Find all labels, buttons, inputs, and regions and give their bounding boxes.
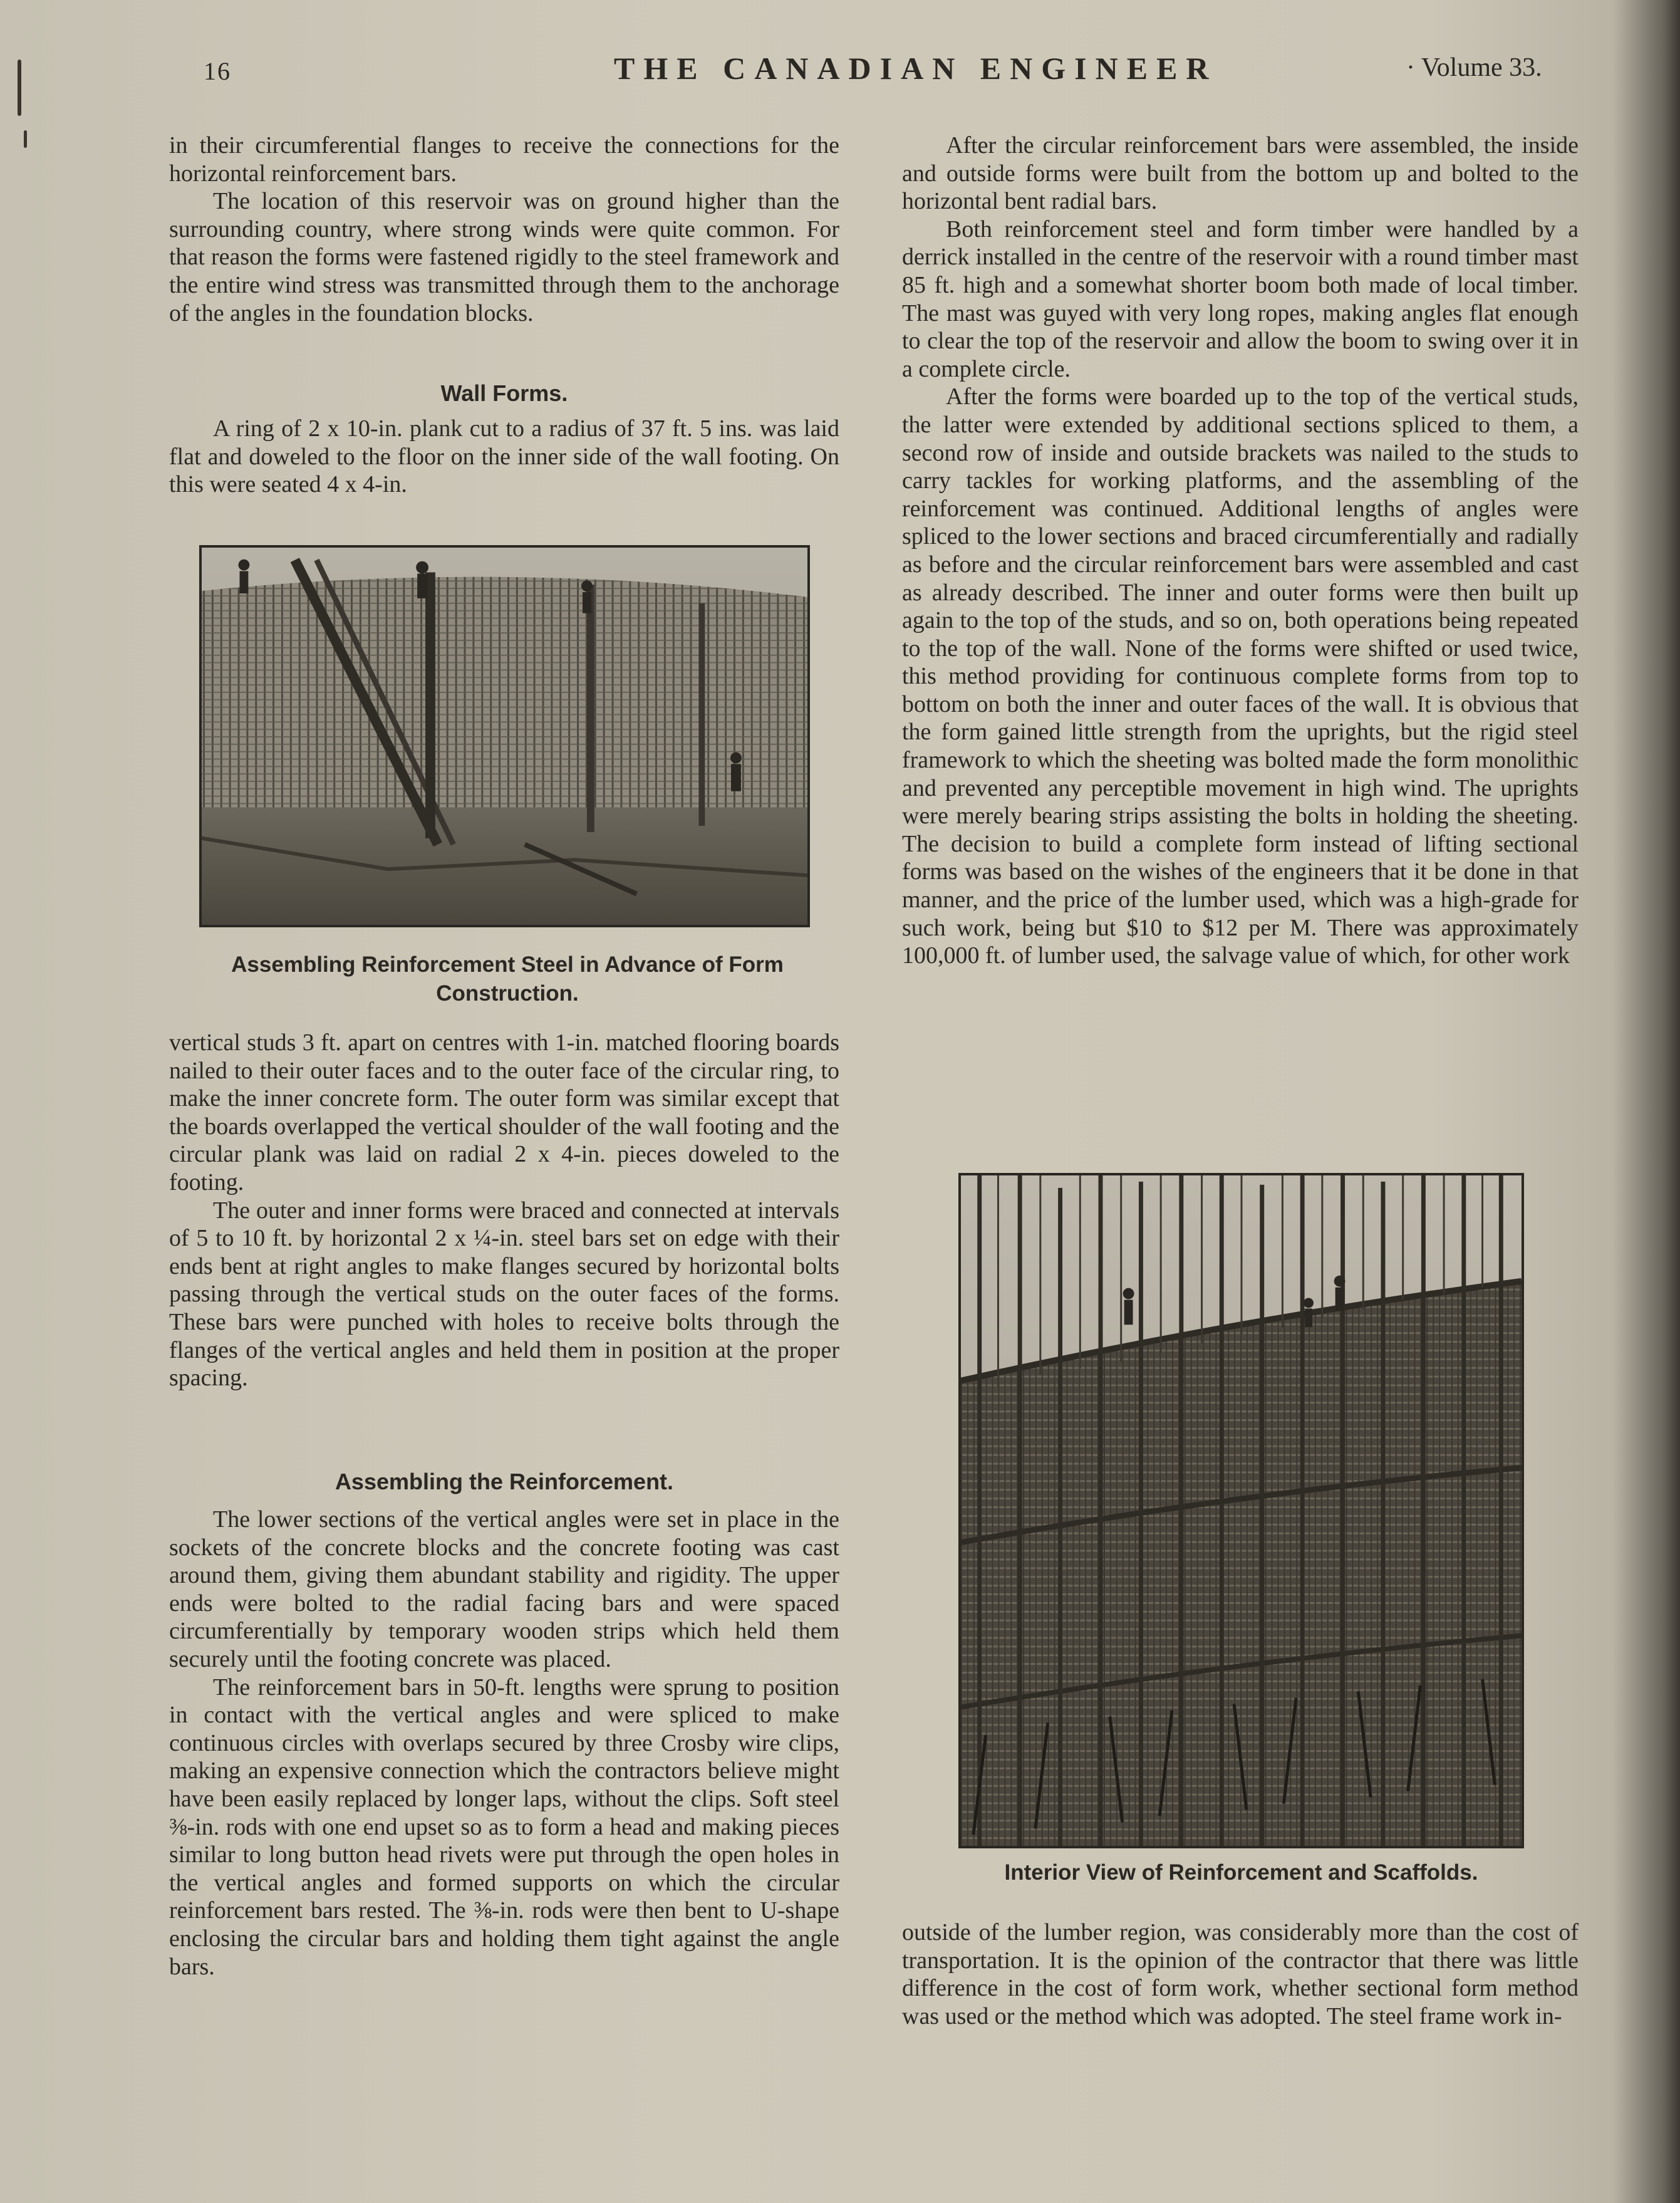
volume-label: · Volume 33. [1406,53,1542,82]
left-column-block-3 [169,1029,839,1392]
section-heading-wall-forms: Wall Forms. [440,380,568,406]
left-column-block-4 [169,1506,839,1981]
right-column-block-1 [902,132,1579,970]
paragraph: The outer and inner forms were braced and connected at intervals of 5 to 10 ft. by horizontal 2 x ¼-in. steel bars set on edge with their ends bent at right angles to make flanges secured by horizontal bolts passing through the vertical studs on the outer faces of the forms. These bars were punched with holes to receive bolts through the flanges of the vertical angles and held them in position at the proper spacing. [169,1197,839,1392]
paragraph: After the forms were boarded up to the top of the vertical studs, the latter were extended by additional sections spliced to them, a second row of inside and outside brackets was nailed to the studs to carry tackles for working platforms, and the assembling of the reinforcement was continued. Additional lengths of angles were spliced to the lower sections and braced circumferentially and radially as before and the circular reinforcement bars were assembled and cast as already described. The inner and outer forms were then built up again to the top of the studs, and so on, both operations being repeated to the top of the wall. None of the forms were shifted or used twice, this method providing for continuous complete forms from top to bottom on both the inner and outer faces of the wall. It is obvious that the form gained little strength from the uprights, but the rigid steel framework to which the sheeting was bolted made the form monolithic and prevented any perceptible movement in high wind. The uprights were merely bearing strips assisting the bolts in holding the sheeting. The decision to build a complete form instead of lifting sectional forms was based on the wishes of the engineers that it be done in that manner, and the price of the lumber used, which was a high-grade for such work, being but $10 to $12 per M. There was approximately 100,000 ft. of lumber used, the salvage value of which, for other work [902,383,1579,969]
photo-reinforcement-steel [199,545,810,927]
margin-pencil-mark-small [24,130,27,148]
photo-illustration [202,548,807,925]
running-head [204,50,1582,88]
photo-interior-scaffolds [958,1173,1524,1848]
margin-pencil-mark [18,60,21,116]
paragraph: The lower sections of the vertical angles were set in place in the sockets of the concrete blocks and the concrete footing was cast around them, giving them abundant stability and rigidity. The upper ends were bolted to the radial facing bars and were spaced circumferentially by temporary wooden strips which held them securely until the footing concrete was placed. [169,1506,839,1672]
paragraph: The location of this reservoir was on ground higher than the surrounding country, where strong winds were quite common. For that reason the forms were fastened rigidly to the steel framework and the entire wind stress was transmitted through them to the anchorage of the angles in the foundation blocks. [169,188,839,326]
photo-caption-2: Interior View of Reinforcement and Scaffolds. [1004,1860,1478,1885]
right-column-block-2 [902,1919,1579,2030]
paragraph: A ring of 2 x 10-in. plank cut to a radius of 37 ft. 5 ins. was laid flat and doweled to the floor on the inner side of the wall footing. On this were seated 4 x 4-in. [169,415,839,498]
paragraph: in their circumferential flanges to receive the connections for the horizontal reinforcement bars. [169,132,839,187]
section-heading-reinforcement: Assembling the Reinforcement. [334,1469,674,1494]
left-column-block-2 [169,415,839,499]
paragraph: outside of the lumber region, was considerably more than the cost of transportation. It is the opinion of the contractor that there was little difference in the cost of form work, whether sectional form method was used or the method which was adopted. The steel frame work in- [902,1919,1579,2029]
paragraph: The reinforcement bars in 50-ft. lengths were sprung to position in contact with the vertical angles and were spliced to make continuous circles with overlaps secured by three Crosby wire clips, making an expensive connection which the contractors believe might have been easily replaced by longer laps, without the clips. Soft steel ⅜-in. rods with one end upset so as to form a head and making pieces similar to long button head rivets were put through the open holes in the vertical angles and formed supports on which the circular reinforcement bars rested. The ⅜-in. rods were then bent to U-shape enclosing the circular bars and holding them tight against the angle bars. [169,1674,839,1980]
page-number: 16 [204,57,231,85]
paragraph: Both reinforcement steel and form timber were handled by a derrick installed in the centre of the reservoir with a round timber mast 85 ft. high and a somewhat shorter boom both made of local timber. The mast was guyed with very long ropes, making angles flat enough to clear the top of the reservoir and allow the boom to swing over it in a complete circle. [902,216,1579,382]
paragraph: After the circular reinforcement bars were assembled, the inside and outside forms were built from the bottom up and bolted to the horizontal bent radial bars. [902,132,1579,215]
left-column-block-1 [169,132,839,327]
photo-caption-1: Assembling Reinforcement Steel in Advance of Form Construction. [231,952,784,1006]
photo-illustration [961,1175,1522,1846]
paragraph: vertical studs 3 ft. apart on centres with 1-in. matched flooring boards nailed to their outer faces and to the outer face of the circular ring, to make the inner concrete form. The outer form was similar except that the boards overlapped the vertical shoulder of the wall footing and the circular plank was laid on radial 2 x 4-in. pieces doweled to the footing. [169,1029,839,1195]
journal-title: THE CANADIAN ENGINEER [614,51,1218,86]
